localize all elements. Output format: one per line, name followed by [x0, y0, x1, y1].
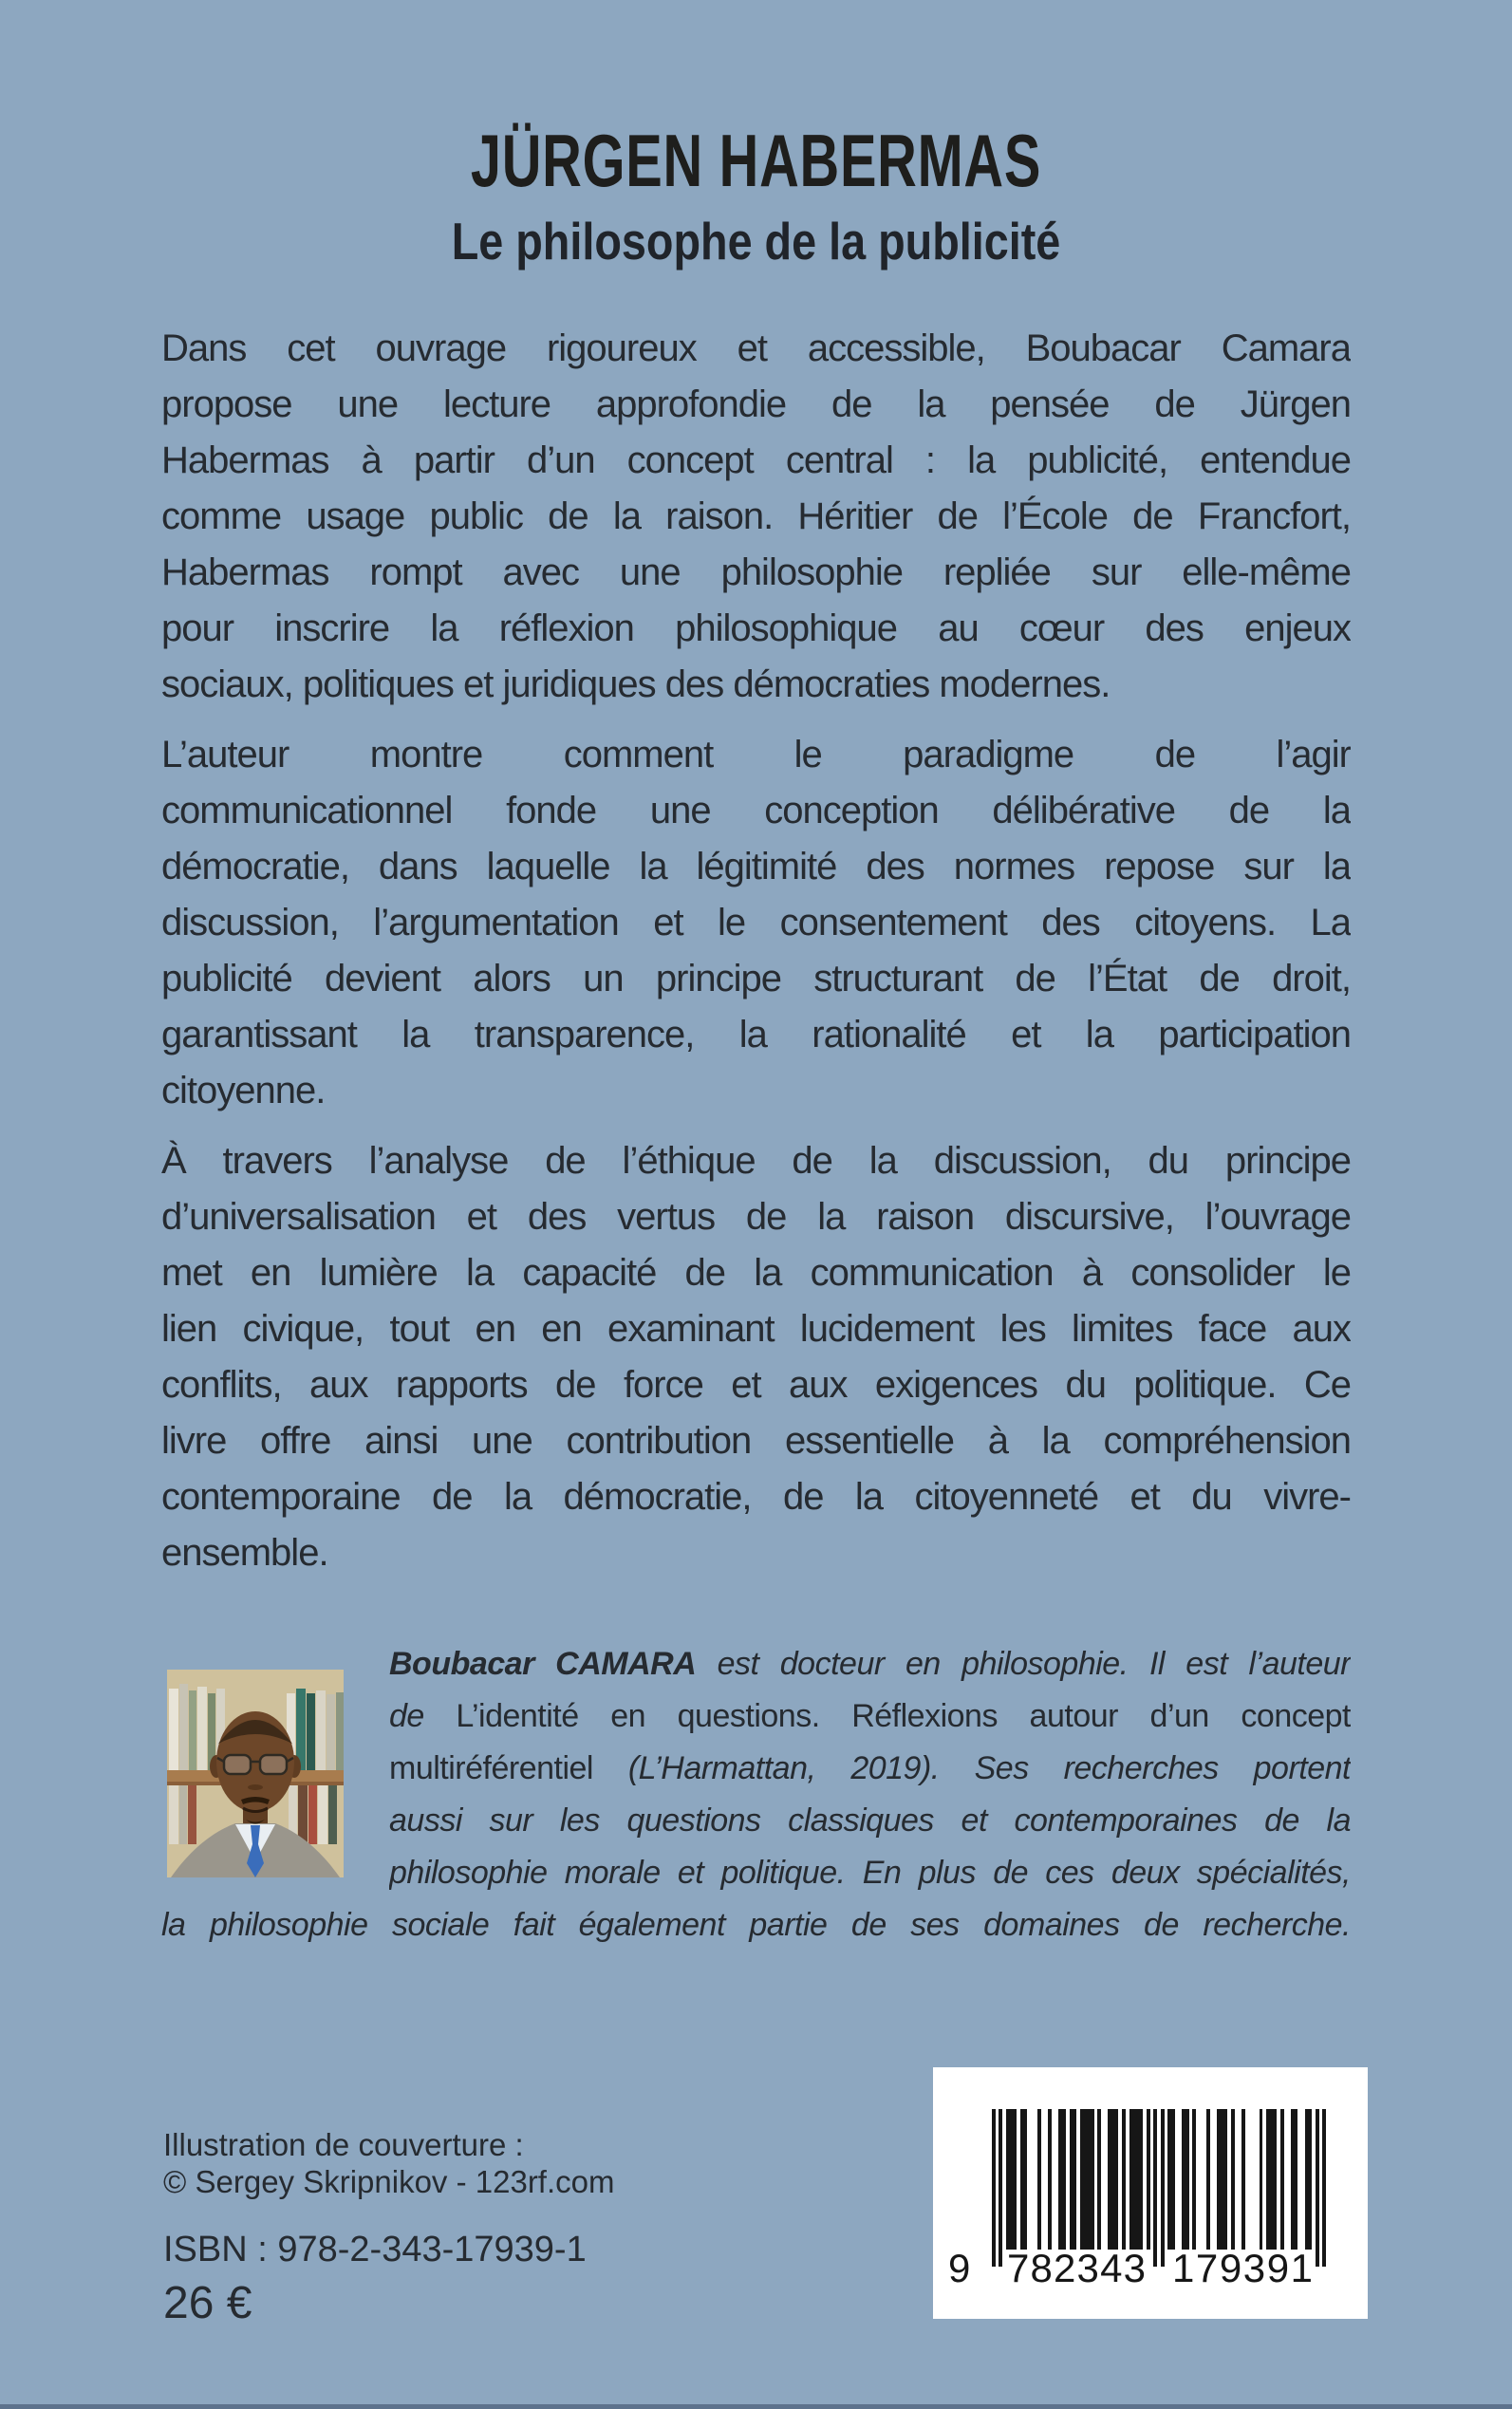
author-bio-line [389, 1690, 1351, 1743]
barcode-digits-group1 [1007, 2246, 1146, 2291]
barcode-bar [1273, 2109, 1277, 2250]
author-bio-line [389, 1795, 1351, 1847]
barcode-digit: 9 [1219, 2246, 1242, 2290]
synopsis-line: propose une lecture approfondie de la pensée de Jürgen [161, 383, 1351, 425]
illustration-credit-line1: Illustration de couverture : [163, 2127, 524, 2162]
barcode-bar [1073, 2109, 1076, 2250]
barcode-bar [1091, 2109, 1094, 2250]
author-photo-graphic [167, 1670, 344, 1877]
synopsis-line: À travers l’analyse de l’éthique de la discussion, du principe [161, 1140, 1351, 1182]
synopsis-line: Habermas rompt avec une philosophie repliée sur elle-même [161, 551, 1351, 593]
barcode-bar [1192, 2109, 1196, 2250]
synopsis-line: publicité devient alors un principe structurant de l’État de droit, [161, 958, 1351, 999]
author-photo [167, 1670, 344, 1877]
synopsis-line: livre offre ainsi une contribution essentielle à la compréhension [161, 1420, 1351, 1462]
synopsis-line: discussion, l’argumentation et le consentement des citoyens. La [161, 902, 1351, 943]
barcode-digit: 3 [1242, 2246, 1266, 2290]
barcode-bar [1147, 2109, 1150, 2250]
barcode-digit: 8 [1030, 2246, 1053, 2290]
synopsis-paragraph [161, 727, 1351, 1119]
barcode-digit: 4 [1100, 2246, 1123, 2290]
illustration-credit [163, 2126, 615, 2200]
synopsis-line: Habermas à partir d’un concept central : la publicité, entendue [161, 439, 1351, 481]
synopsis-paragraph [161, 321, 1351, 713]
book-title: JÜRGEN HABERMAS [470, 119, 1042, 202]
author-bio-segment: Boubacar CAMARA [389, 1646, 697, 1682]
synopsis-line: d’universalisation et des vertus de la raison discursive, l’ouvrage [161, 1196, 1351, 1238]
author-bio-segment: (L’Harmattan, 2019). Ses recherches portent [627, 1750, 1351, 1786]
synopsis-line: lien civique, tout en en examinant lucidement les limites face aux [161, 1308, 1351, 1350]
barcode-bar [999, 2109, 1002, 2267]
synopsis-line: L’auteur montre comment le paradigme de l’agir [161, 734, 1351, 775]
author-bio-line [389, 1638, 1351, 1690]
barcode-bar [1280, 2109, 1284, 2250]
barcode-bar [1048, 2109, 1052, 2250]
barcode-digit: 7 [1007, 2246, 1030, 2290]
synopsis-line: contemporaine de la démocratie, de la citoyenneté et du vivre- [161, 1476, 1351, 1518]
barcode-bar [1115, 2109, 1119, 2250]
barcode-bar [1140, 2109, 1144, 2250]
author-bio-line [389, 1743, 1351, 1795]
barcode-digit: 3 [1076, 2246, 1099, 2290]
barcode-bar [1013, 2109, 1017, 2250]
cover-bottom-edge [0, 2404, 1512, 2409]
barcode-bars [992, 2109, 1326, 2267]
barcode-bar [1153, 2109, 1157, 2267]
synopsis-line: comme usage public de la raison. Héritier de l’École de Francfort, [161, 495, 1351, 537]
barcode-bar [1322, 2109, 1326, 2267]
author-bio-segment: philosophie morale et politique. En plus de ces deux spécialités, [389, 1855, 1351, 1891]
barcode-bar [1260, 2109, 1263, 2250]
author-bio-line [161, 1899, 1351, 1951]
synopsis-line: conflits, aux rapports de force et aux exigences du politique. Ce [161, 1364, 1351, 1406]
barcode-digit: 2 [1054, 2246, 1076, 2290]
barcode-bar [1206, 2109, 1210, 2250]
barcode-bar [1295, 2109, 1298, 2250]
barcode-bar [1023, 2109, 1027, 2250]
barcode-bar [1241, 2109, 1245, 2250]
isbn: ISBN : 978-2-343-17939-1 [163, 2230, 587, 2269]
barcode-bar [1231, 2109, 1235, 2250]
barcode-digit: 3 [1123, 2246, 1146, 2290]
author-bio-segment: la philosophie sociale fait également partie de ses domaines de recherche. [161, 1907, 1351, 1943]
barcode-bar [1161, 2109, 1165, 2267]
barcode-bar [992, 2109, 996, 2267]
synopsis-line: citoyenne. [161, 1070, 326, 1111]
author-bio-line [389, 1847, 1351, 1899]
synopsis-line: ensemble. [161, 1532, 328, 1574]
barcode-bar [1185, 2109, 1189, 2250]
synopsis-line: garantissant la transparence, la rationalité et la participation [161, 1014, 1351, 1055]
book-subtitle: Le philosophe de la publicité [451, 212, 1061, 271]
author-bio-segment: aussi sur les questions classiques et contemporaines de la [389, 1802, 1351, 1839]
synopsis-line: sociaux, politiques et juridiques des démocraties modernes. [161, 663, 1111, 705]
synopsis-line: communicationnel fonde une conception délibérative de la [161, 790, 1351, 831]
synopsis-line: démocratie, dans laquelle la légitimité des normes repose sur la [161, 846, 1351, 887]
author-bio-segment: est docteur en philosophie. Il est l’auteur [696, 1646, 1351, 1682]
barcode-bar [1037, 2109, 1041, 2250]
author-bio-segment: multiréférentiel [389, 1750, 628, 1786]
barcode-bar [1122, 2109, 1126, 2250]
barcode-digit: 7 [1195, 2246, 1219, 2290]
barcode-bar [1224, 2109, 1228, 2250]
barcode-bar [1062, 2109, 1066, 2250]
barcode-bar [1308, 2109, 1312, 2250]
barcode-bar [1316, 2109, 1319, 2267]
synopsis-line: Dans cet ouvrage rigoureux et accessible, Boubacar Camara [161, 327, 1351, 369]
barcode-digit: 9 [1266, 2246, 1290, 2290]
illustration-credit-line2: © Sergey Skripnikov - 123rf.com [163, 2164, 615, 2199]
barcode-digits-group2 [1172, 2246, 1313, 2291]
synopsis-line: met en lumière la capacité de la communication à consolider le [161, 1252, 1351, 1294]
barcode-digit: 1 [1290, 2246, 1313, 2290]
synopsis-line: pour inscrire la réflexion philosophique au cœur des enjeux [161, 607, 1351, 649]
barcode [933, 2067, 1368, 2319]
barcode-digit: 1 [1172, 2246, 1195, 2290]
price: 26 € [163, 2278, 252, 2328]
author-bio-segment: de [389, 1698, 457, 1734]
synopsis-paragraph [161, 1133, 1351, 1581]
barcode-bar [1171, 2109, 1175, 2250]
barcode-digit-first: 9 [948, 2246, 971, 2290]
author-bio-segment: L’identité en questions. Réflexions autour d’un concept [456, 1698, 1351, 1734]
synopsis [161, 321, 1351, 1596]
barcode-bar [1097, 2109, 1101, 2250]
